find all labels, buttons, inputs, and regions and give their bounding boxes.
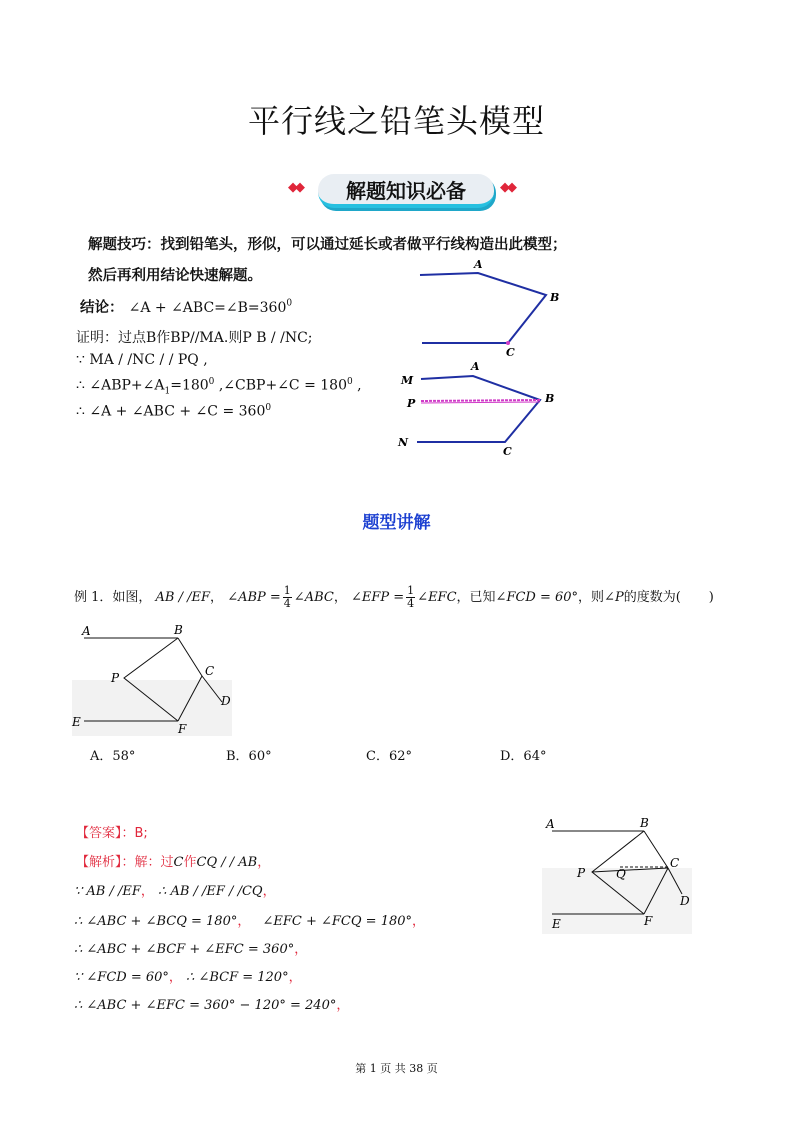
proof-line-4 — [76, 403, 271, 420]
fig4-label-q: Q — [616, 867, 626, 881]
fig3-label-b: B — [174, 623, 183, 637]
proof-line-1: 证明：过点B作BP//MA.则P B / /NC; — [76, 330, 313, 346]
fig2-polyline — [417, 376, 540, 442]
analysis-text: 解：过 — [134, 855, 174, 870]
proof-line-3-sup2: 0 — [346, 377, 353, 387]
analysis-label: 【解析】： — [76, 855, 135, 870]
fig3-label-f: F — [178, 722, 187, 736]
sol-line-4-b: ， — [168, 970, 182, 985]
answer-value: B; — [134, 826, 148, 841]
fig4-label-e: E — [552, 917, 561, 931]
proof-line-3-a: ∴ ∠ABP+∠A — [76, 377, 165, 394]
proof-line-3-b: =180 — [170, 377, 209, 394]
sol-line-1-a: ∵ AB / /EF — [74, 884, 141, 899]
example-fraction-1 — [283, 585, 292, 610]
solution-line-5 — [74, 994, 349, 1013]
option-b[interactable]: B．60° — [226, 749, 272, 764]
sol-line-2-c: ∠EFC + ∠FCQ = 180° — [262, 914, 413, 929]
diamond-left-icon: ◆◆ — [288, 180, 302, 195]
proof-line-4-sup: 0 — [265, 403, 272, 413]
sol-line-2-a: ∴ ∠ABC + ∠BCQ = 180° — [74, 914, 238, 929]
sol-line-4-c: ∴ ∠BCF = 120° — [186, 970, 289, 985]
answer — [76, 822, 148, 841]
example-comma-1: ， — [210, 590, 224, 605]
proof-line-3-c: ,∠CBP+∠C = 180 — [214, 377, 347, 394]
example-tail: 的度数为( — [623, 590, 681, 605]
example-1 — [74, 585, 714, 610]
analysis — [76, 851, 270, 870]
example-close: ) — [708, 590, 714, 605]
fig4-label-b: B — [640, 816, 649, 830]
fig1-label-b: B — [550, 291, 560, 304]
page-title: 平行线之铅笔头模型 — [247, 102, 545, 140]
example-known: ，已知 — [456, 590, 496, 605]
fig3-label-p: P — [111, 671, 120, 685]
fig2-label-c: C — [503, 445, 512, 458]
skill-line-1: 解题技巧：找到铅笔头，形似，可以通过延长或者做平行线构造出此模型； — [88, 237, 567, 253]
banner-text: 解题知识必备 — [346, 179, 466, 203]
solution-line-4 — [74, 966, 302, 985]
sol-line-5-a: ∴ ∠ABC + ∠EFC = 360° − 120° = 240° — [74, 998, 337, 1013]
example-p: ∠P — [604, 590, 624, 605]
proof-line-3-sub: 1 — [164, 386, 171, 397]
sol-line-1-c: ∴ AB / /EF / /CQ — [158, 884, 263, 899]
example-abc: ∠ABC — [293, 590, 334, 605]
fig2-label-a: A — [471, 360, 480, 373]
example-efp: ∠EFP = — [350, 590, 405, 605]
solution-line-3 — [74, 938, 307, 957]
sol-line-1-b: ， — [140, 884, 154, 899]
solution-line-1 — [74, 880, 276, 899]
sol-line-2-b: ， — [237, 914, 251, 929]
example-ask: ，则 — [578, 590, 605, 605]
conclusion-label: 结论： — [80, 300, 124, 316]
fig4-label-a: A — [546, 817, 555, 831]
proof-line-3-d: , — [352, 377, 362, 394]
example-prefix: 例 1．如图， — [74, 590, 152, 605]
proof-line-3 — [76, 377, 362, 396]
conclusion-sup: 0 — [286, 298, 293, 309]
analysis-c: C — [173, 855, 184, 870]
fig2-label-p: P — [407, 397, 416, 410]
analysis-make: 作 — [183, 855, 197, 870]
sol-line-5-b: ， — [336, 998, 350, 1013]
sol-line-1-d: ， — [262, 884, 276, 899]
proof-line-2: ∵ MA / /NC / / PQ , — [76, 352, 208, 368]
proof-line-4-text: ∴ ∠A + ∠ABC + ∠C = 360 — [76, 403, 266, 420]
fraction-2-den: 4 — [407, 597, 415, 610]
fig2-aux-line — [421, 400, 540, 401]
fig4-label-f: F — [644, 914, 653, 928]
fig4-label-p: P — [577, 866, 586, 880]
fig3-label-e: E — [72, 715, 81, 729]
example-efc: ∠EFC — [417, 590, 457, 605]
fraction-2-num: 1 — [407, 584, 415, 597]
fig1-point-c — [506, 341, 510, 345]
fig2-label-b: B — [545, 392, 555, 405]
sol-line-3-a: ∴ ∠ABC + ∠BCF + ∠EFC = 360° — [74, 942, 295, 957]
option-a[interactable]: A．58° — [90, 749, 136, 764]
proof-line-3-sup: 0 — [208, 377, 215, 387]
fig3-label-a: A — [82, 624, 91, 638]
figure-pencil-head-proof — [395, 360, 570, 460]
option-c[interactable]: C．62° — [366, 749, 412, 764]
fig3-label-d: D — [221, 694, 231, 708]
example-comma-2: ， — [333, 590, 347, 605]
fig2-aux-line-2 — [421, 402, 540, 403]
example-fcd: ∠FCD = 60° — [495, 590, 579, 605]
fig3-shade — [72, 680, 232, 736]
skill-line-2: 然后再利用结论快速解题。 — [88, 268, 262, 284]
fig4-label-d: D — [680, 894, 690, 908]
fig1-label-c: C — [506, 346, 515, 359]
fig2-label-n: N — [398, 436, 409, 449]
solution-line-2 — [74, 910, 425, 929]
sol-line-4-d: ， — [288, 970, 302, 985]
analysis-end: ， — [257, 855, 271, 870]
page-footer: 第 1 页 共 38 页 — [355, 1062, 438, 1075]
sol-line-3-b: ， — [294, 942, 308, 957]
fig1-label-a: A — [474, 258, 483, 271]
analysis-cq: CQ / / AB — [196, 855, 258, 870]
example-ab-ef: AB / /EF — [155, 590, 211, 605]
fig3-label-c: C — [205, 664, 215, 678]
fig2-label-m: M — [401, 374, 414, 387]
answer-label: 【答案】： — [76, 826, 135, 841]
conclusion — [80, 296, 292, 317]
diamond-right-icon: ◆◆ — [500, 180, 514, 195]
fraction-1-den: 4 — [283, 597, 291, 610]
figure-pencil-head — [410, 255, 580, 360]
figure-example-1 — [70, 620, 240, 738]
fig4-label-c: C — [670, 856, 680, 870]
conclusion-formula: ∠A + ∠ABC=∠B=360 — [128, 300, 287, 316]
fraction-1-num: 1 — [283, 584, 291, 597]
fig1-polyline — [420, 273, 546, 343]
example-abp: ∠ABP = — [227, 590, 281, 605]
example-fraction-2 — [406, 585, 415, 610]
sol-line-4-a: ∵ ∠FCD = 60° — [74, 970, 169, 985]
section-title: 题型讲解 — [362, 513, 431, 533]
figure-solution — [540, 812, 700, 937]
sol-line-2-d: ， — [412, 914, 426, 929]
section-banner — [288, 172, 524, 210]
option-d[interactable]: D．64° — [500, 749, 547, 764]
